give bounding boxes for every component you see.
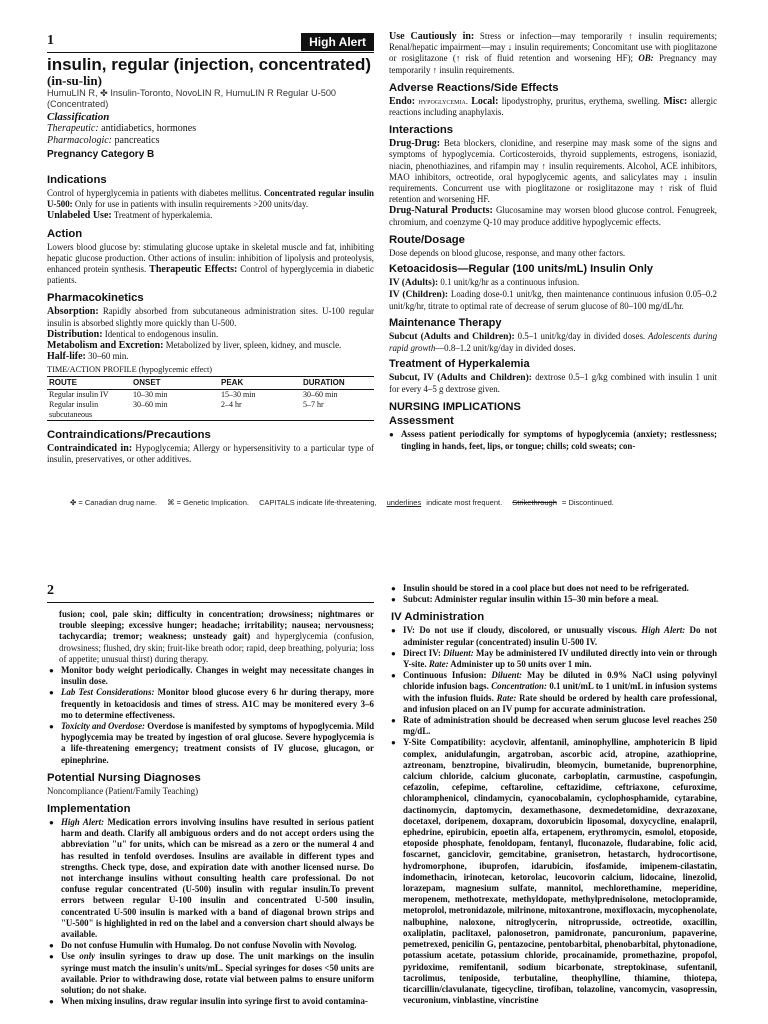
page2-right-column [389,583,717,1006]
table-row [47,400,374,421]
page-number: 2 [47,583,54,598]
nursing-diagnoses-text: Noncompliance (Patient/Family Teaching) [47,785,199,796]
table-header: PEAK [219,376,301,389]
list-item: ● Lab Test Considerations: Monitor blood glucose every 6 hr during therapy, more frequently in ketoacidosis and times of stress. A1C may be monitered every 3–6 mo to determine effectiveness. [59,687,374,721]
page2-left-column [47,583,374,1008]
iv-list [389,625,717,1006]
iv-administration-heading: IV Administration [391,611,485,624]
route-dosage-text: Dose depends on blood glucose, response, and many other factors. [389,247,626,258]
drug-drug-interactions: Drug-Drug: Beta blockers, clonidine, and reserpine may mask some of the signs and symptoms of hypoglycemia. Corticosteroids, thyroid supplements, estrogens, isoniazid, niacin, phenothiazines, and rifampin may ↑ insulin requirements. Alcohol, ACE inhibitors, MAO inhibitors, octreotide, oral hypoglycemic agents, and salicylates may ↓ insulin requirements. Concurrent use with pioglitazone or rosiglitazone may ↑ risk of fluid retention and worsening HF. [389,138,717,205]
legend [70,498,720,507]
legend-strikethrough-text: = Discontinued. [561,498,614,507]
time-action-table [47,376,374,421]
list-item: ● Assess patient periodically for symptoms of hypoglycemia (anxiety; restlessness; tingling in hands, feet, lips, or tongue; chills; cold sweats; con- [399,429,717,451]
hyperkalemia-heading: Treatment of Hyperkalemia [389,358,530,371]
table-cell: 2–4 hr [221,399,242,409]
legend-genetic: ⌘ = Genetic Implication. [167,498,249,507]
list-item: ● Direct IV: Diluent: May be administered IV undiluted directly into vein or through Y-site. Rate: Administer up to 50 units over 1 min. [401,648,717,670]
table-header: ONSET [131,376,219,389]
table-cell: 30–60 min [133,399,168,409]
interactions-heading: Interactions [389,124,454,137]
classification-heading: Classification [47,111,110,123]
hyperkalemia-text: Subcut, IV (Adults and Children): dextrose 0.5–1 g/kg combined with insulin 1 unit for every 4–5 g dextrose given. [389,372,718,395]
assessment-list [389,429,717,451]
brand-names-cont: (Concentrated) [47,99,109,109]
storage-list [389,583,717,605]
implementation-list [47,817,374,1007]
table-cell: 30–60 min [303,389,338,399]
table-header: DURATION [301,376,374,389]
table-row [47,389,374,400]
page1-right-column [389,31,717,452]
maintenance-heading: Maintenance Therapy [389,316,502,329]
adverse-reactions-text: Endo: hypoglycemia. Local: lipodystrophy, pruritus, erythema, swelling. Misc: allergic reactions including anaphylaxis. [389,95,718,118]
action-text: Lowers blood glucose by: stimulating glucose uptake in skeletal muscle and fat, inhibiting hepatic glucose production. Other actions of insulin: inhibition of lipolysis and proteolysis, enhanced protein synthesis. Therapeutic Effects: Control of hyperglycemia in diabetic patients. [47,241,374,286]
legend-underlines-text: indicate most frequent. [426,498,503,507]
use-cautiously: Use Cautiously in: Stress or infection—may temporarily ↑ insulin requirements; Renal/hepatic impairment—may ↓ insulin requirements; Concomitant use with pioglitazone or rosiglitazone (↑ risk of fluid retention and worsening HF); OB: Pregnancy may temporarily ↑ insulin requirements. [389,31,718,75]
legend-capitals: CAPITALS indicate life-threatening, [259,498,377,507]
maintenance-text: Subcut (Adults and Children): 0.5–1 unit/kg/day in divided doses. Adolescents during rapid growth—0.8–1.2 unit/kg/day in divided doses. [389,330,718,353]
metabolism: Metabolism and Excretion: Metabolized by liver, spleen, kidney, and muscle. [47,340,342,352]
time-action-title: TIME/ACTION PROFILE (hypoglycemic effect) [47,365,213,375]
distribution: Distribution: Identical to endogenous insulin. [47,328,219,340]
table-cell: 15–30 min [221,389,256,399]
therapeutic-class: Therapeutic: antidiabetics, hormones [47,123,197,134]
page-2 [0,568,768,1024]
assessment-heading: Assessment [389,415,454,428]
ketoacidosis-heading: Ketoacidosis—Regular (100 units/mL) Insulin Only [389,263,654,276]
drug-name: insulin, regular (injection, concentrated) [47,55,371,74]
list-item: ● Toxicity and Overdose: Overdose is manifested by symptoms of hypoglycemia. Mild hypoglycemia may be treated by ingestion of oral glucose. Severe hypoglycemia is a life-threatening emergency; treatment consists of IV glucose, glucagon, or epinephrine. [59,721,374,766]
page1-left-column [47,31,374,465]
legend-underlines: underlines [386,498,422,507]
contraindications-heading: Contraindications/Precautions [47,428,211,441]
legend-strikethrough: Strikethrough [512,498,557,507]
table-header: ROUTE [47,376,131,389]
page-number: 1 [47,33,54,48]
pharmacologic-class: Pharmacologic: pancreatics [47,135,160,146]
list-item: ● Monitor body weight periodically. Changes in weight may necessitate changes in insulin dose. [59,665,374,687]
nursing-implications-heading: NURSING IMPLICATIONS [389,401,521,414]
route-dosage-heading: Route/Dosage [389,233,465,246]
ketoacidosis-adults: IV (Adults): 0.1 unit/kg/hr as a continuous infusion. [389,277,580,289]
high-alert-badge: High Alert [301,33,374,51]
adverse-reactions-heading: Adverse Reactions/Side Effects [389,81,559,94]
list-item: ● Do not confuse Humulin with Humalog. Do not confuse Novolin with Novolog. [59,940,374,951]
list-item: ● Subcut: Administer regular insulin within 15–30 min before a meal. [401,594,717,605]
page2-rule [47,602,374,603]
brand-names: HumuLIN R, ✤ Insulin-Toronto, NovoLIN R, HumuLIN R Regular U-500 [47,88,337,98]
implementation-heading: Implementation [47,803,131,816]
list-item: ● High Alert: Medication errors involving insulins have resulted in serious patient harm and death. Clarify all ambiguous orders and do not accept orders using the abbreviation "u" for units, which can be misread as a zero or the numeral 4 and has resulted in tenfold overdoses. Insulins are available in different types and strengths. Check type, dose, and expiration date with another licensed nurse. Do not interchange insulins without consulting health care professional. Do not confuse regular concentrated (U-500) insulin with regular insulin.To prevent errors between regular U-100 insulin and concentrated U-500 insulin, concentrated U-500 insulin is marked with a band of diagonal brown strips and "U-500" is highlighted in red on the label and a conversion chart should always be available. [59,817,374,940]
absorption: Absorption: Rapidly absorbed from subcutaneous administration sites. U-100 regular insulin is absorbed slightly more quickly than U-500. [47,306,374,328]
nursing-diagnoses-heading: Potential Nursing Diagnoses [47,771,201,784]
page-gap [0,528,768,568]
assessment-continued: fusion; cool, pale skin; difficulty in concentration; drowsiness; nightmares or trouble sleeping; excessive hunger; headache; irritability; nausea; nervousness; tachycardia; tremor; weakness; unsteady gait) and hyperglycemia (confusion, drowsiness; flushed, dry skin; fruit-like breath odor; rapid, deep breathing, polyuria; loss of appetite; unusual thirst) during therapy. [59,609,374,664]
title-rule [47,52,374,53]
legend-canadian: ✤ = Canadian drug name. [70,498,157,507]
ketoacidosis-children: IV (Children): Loading dose-0.1 unit/kg, then maintenance continuous infusion 0.05–0.2 unit/kg/hr, titrate to optimal rate of decrease of serum glucose of 80–100 mg/dL/hr. [389,289,717,312]
list-item: ● Continuous Infusion: Diluent: May be diluted in 0.9% NaCl using polyvinyl chloride infusion bags. Concentration: 0.1 unit/mL to 1 unit/mL in infusion systems with the infusion fluids. Rate: Rate should be ordered by health care professional, and infusion placed on an IV pump for accurate administration. [401,670,717,715]
list-item: ● IV: Do not use if cloudy, discolored, or unusually viscous. High Alert: Do not administer regular (concentrated) insulin U-500 IV. [401,625,717,647]
indications-text: Control of hyperglycemia in patients with diabetes mellitus. Concentrated regular insulin U-500: Only for use in patients with insulin requirements >200 units/day. [47,188,374,210]
action-heading: Action [47,227,83,240]
pregnancy-category: Pregnancy Category B [47,149,155,160]
table-cell: Regular insulin IV [49,389,109,399]
table-cell: 5–7 hr [303,399,324,409]
contraindications-text: Contraindicated in: Hypoglycemia; Allergy or hypersensitivity to a particular type of insulin, preservatives, or other additives. [47,442,375,464]
list-item: ● Insulin should be stored in a cool place but does not need to be refrigerated. [401,583,717,594]
list-item: ● When mixing insulins, draw regular insulin into syringe first to avoid contamina- [59,996,374,1007]
indications-heading: Indications [47,174,107,186]
list-item: ● Rate of administration should be decreased when serum glucose level reaches 250 mg/dL. [401,715,717,737]
drug-natural-products: Drug-Natural Products: Glucosamine may worsen blood glucose control. Fenugreek, chromium, and coenzyme Q-10 may produce additive hypoglycemic effects. [389,205,717,227]
table-cell: 10–30 min [133,389,168,399]
list-item: ● Y-Site Compatibility: acyclovir, alfentanil, aminophylline, amphotericin B lipid complex, anidulafungin, argatroban, ascorbic acid, atropine, azathioprine, aztreonam, benztropine, bivalirudin, bleomycin, bumetanide, buprenorphine, calcium chloride, calcium gluconate, carboplatin, carmustine, caspofungin, cefazolin, cefepime, ceftaroline, ceftazidime, ceftriaxone, cefuroxime, chloramphenicol, clindamycin, cyanocobalamin, cyclophosphamide, cytarabine, dactinomycin, daptomycin, dexamethasone, dexmedetomidine, dexrazoxane, docetaxel, doripenem, doxapram, doxorubicin liposomal, doxycycline, enalapril, ephedrine, epirubicin, epoetin alfa, ertapenem, erythromycin, esmolol, etoposide, etoposide phosphate, fenoldopam, fentanyl, fluconazole, fludarabine, folic acid, foscarnet, ganciclovir, gemcitabine, granisetron, hetastarch, hydrocortisone, hydromorphone, ibuprofen, idarubicin, ifosfamide, imipenem-cilastatin, indomethacin, irinotecan, ketorolac, leucovorin calcium, lidocaine, linezolid, lorazepam, magnesium sulfate, mannitol, mechlorethamine, meperidine, meropenem, methotrexate, methyldopate, methylprednisolone, metoclopramide, metoprolol, metronidazole, milrinone, mitoxantrone, moxifloxacin, mycophenolate, nalbuphine, naloxone, nitroglycerin, nitroprusside, octreotide, oxacillin, oxaliplatin, paclitaxel, palonosetron, pamidronate, pancuronium, papaverine, pemetrexed, penicilin G, pentazocine, pentobarbital, phenobarbital, phytonadione, potassium acetate, potassium chloride, procainamide, promethazine, propofol, pyridoxime, remifentanil, sodium bicarbonate, streptokinase, sufentanil, tacrolimus, teniposide, terbutaline, theophylline, thiamine, thiotepa, ticarcillin/clavulanate, tigecycline, tirofiban, tolazoline, vancomycin, vasopressin, vecuronium, vinblastine, vincristine [401,737,717,1006]
list-item: ● Use only insulin syringes to draw up dose. The unit markings on the insulin syringe must match the insulin's units/mL. Special syringes for doses <50 units are available. Prior to withdrawing dose, rotate vial between palms to ensure uniform solution; do not shake. [59,951,374,996]
table-cell: Regular insulin subcutaneous [49,399,99,419]
half-life: Half-life: 30–60 min. [47,351,129,363]
pharmacokinetics-heading: Pharmacokinetics [47,292,144,305]
pronunciation: (in-su-lin) [47,73,102,88]
assessment-list-continued [47,665,374,766]
unlabeled-use: Unlabeled Use: Treatment of hyperkalemia. [47,210,213,222]
